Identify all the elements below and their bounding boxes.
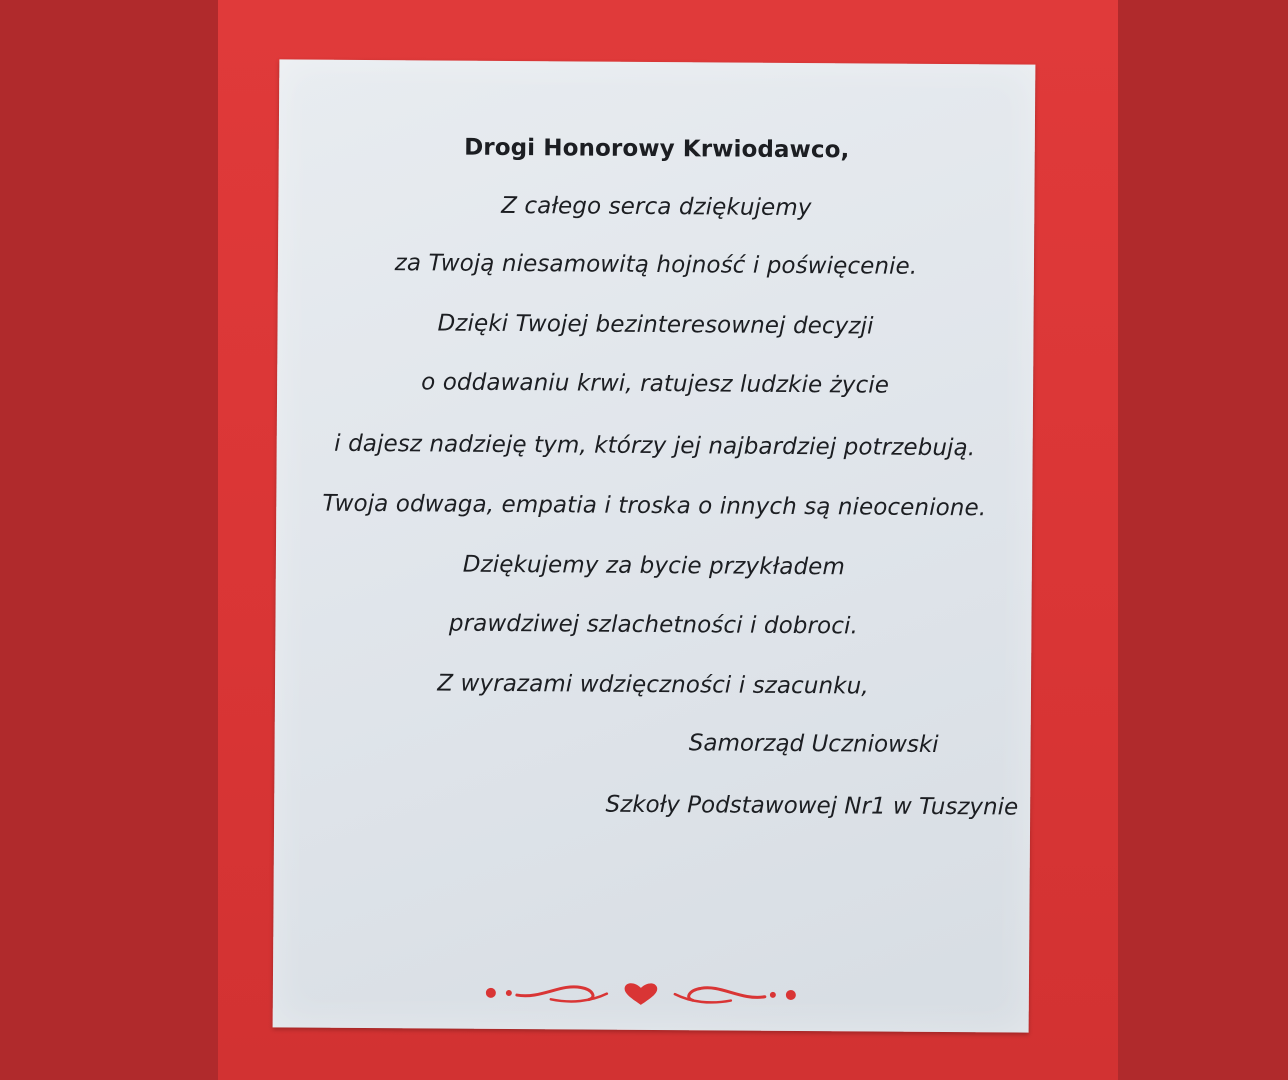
letter-greeting: Drogi Honorowy Krwiodawco, (464, 134, 850, 164)
letter-line-3: Dzięki Twojej bezinteresownej decyzji (437, 310, 874, 340)
heart-scroll-ornament-icon (481, 973, 801, 1015)
background-right (1118, 0, 1288, 1080)
letter-line-7: Dziękujemy za bycie przykładem (462, 551, 846, 581)
letter-line-8: prawdziwej szlachetności i dobroci. (448, 610, 859, 640)
signature-line-2: Szkoły Podstawowej Nr1 w Tuszynie (605, 791, 1019, 821)
letter-line-5: i dajesz nadzieję tym, którzy jej najbardziej potrzebują. (334, 430, 976, 462)
letter-paper (273, 59, 1036, 1032)
background-left (0, 0, 218, 1080)
letter-line-9: Z wyrazami wdzięczności i szacunku, (437, 670, 869, 700)
letter-line-2: za Twoją niesamowitą hojność i poświęcenie. (394, 250, 918, 280)
letter-body (273, 59, 1036, 1032)
signature-line-1: Samorząd Uczniowski (688, 730, 939, 758)
letter-line-1: Z całego serca dziękujemy (501, 192, 812, 222)
letter-line-4: o oddawaniu krwi, ratujesz ludzkie życie (421, 369, 890, 399)
letter-line-6: Twoja odwaga, empatia i troska o innych są nieocenione. (322, 490, 987, 522)
